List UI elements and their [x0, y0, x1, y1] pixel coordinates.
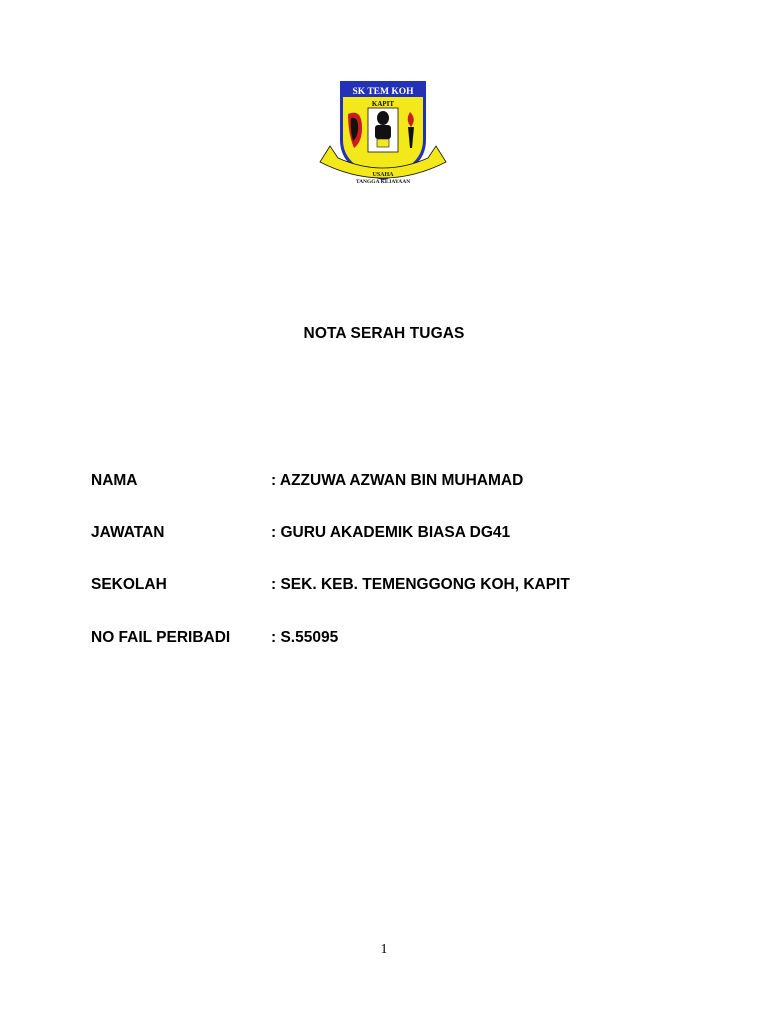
- field-value-jawatan: : GURU AKADEMIK BIASA DG41: [271, 524, 511, 541]
- svg-text:KAPIT: KAPIT: [371, 100, 395, 108]
- field-label-no-fail-peribadi: NO FAIL PERIBADI: [91, 629, 231, 646]
- field-label-nama: NAMA: [91, 472, 138, 489]
- field-label-jawatan: JAWATAN: [91, 524, 165, 541]
- school-emblem-logo: [318, 78, 448, 196]
- svg-text:TANGGA KEJAYAAN: TANGGA KEJAYAAN: [355, 179, 411, 185]
- document-title: NOTA SERAH TUGAS: [303, 325, 465, 342]
- field-row-nama: [91, 472, 731, 494]
- svg-text:USAHA: USAHA: [372, 172, 394, 178]
- field-value-sekolah: : SEK. KEB. TEMENGGONG KOH, KAPIT: [271, 576, 570, 593]
- field-label-sekolah: SEKOLAH: [91, 576, 167, 593]
- page-number: 1: [380, 942, 388, 957]
- field-row-jawatan: [91, 524, 731, 546]
- field-value-no-fail-peribadi: : S.55095: [271, 629, 339, 646]
- svg-text:SK TEM KOH: SK TEM KOH: [352, 87, 414, 97]
- field-row-sekolah: [91, 576, 731, 598]
- field-value-nama: : AZZUWA AZWAN BIN MUHAMAD: [271, 472, 524, 489]
- field-row-no-fail-peribadi: [91, 629, 731, 651]
